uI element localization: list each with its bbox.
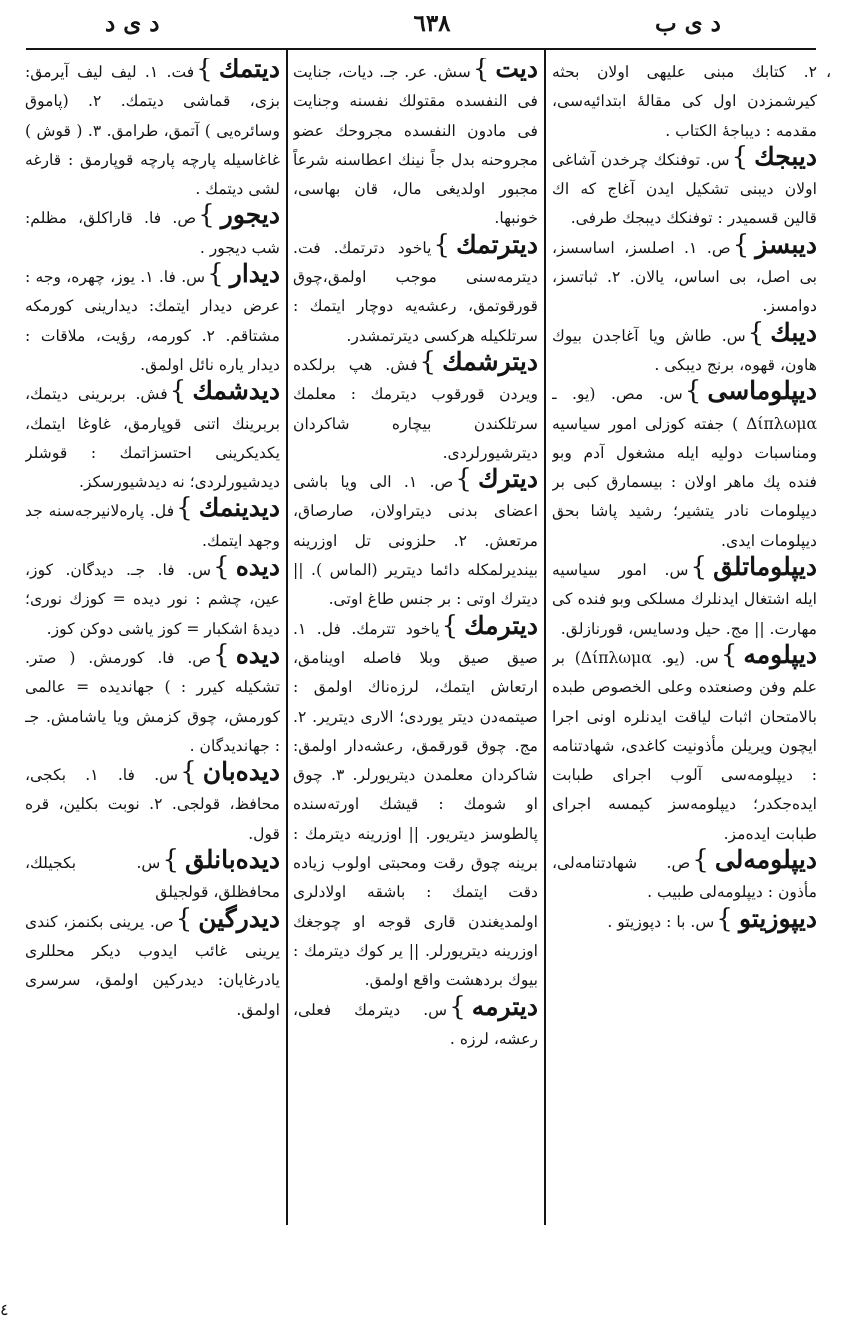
entry-headword: دیده‌بان	[202, 757, 280, 787]
entry-definition: س. فا. جـ. دیدگان. کوز، عین، چشم : نور دیده = کوزك نوری؛ دیدهٔ اشکبار = کوز یاشی دوکن کوز.	[25, 561, 280, 638]
entry-definition: یاخود دترتمك. فت. دیترمه‌سنی موجب اولمق،چوق قورقوتمق، رعشه‌یه دوچار ایتمك : سرتلکیله هرکسی دیترتمشدر.	[293, 238, 538, 345]
entry-headword: دیتمك	[218, 58, 280, 83]
dictionary-entry	[552, 229, 817, 322]
dictionary-entry	[552, 317, 817, 381]
entry-definition: س. فا. ۱. یوز، چهره، وجه : عرض دیدار ایتمك: دیدارینی کورمکه مشتاقم. ۲. کورمه، رؤیت، ملاقات : دیدار یاره نائل اولمق.	[25, 268, 280, 374]
entry-definition: سش. عر. جـ. دیات، جنایت فی النفسده مقتولك نفسنه وجنایت فی مادون النفسده مجروحك عضو مجروحنه بدل جاً نینك اعطاسنه شرعاً مجبور اولدیغی مال، قان بهاسی، خونبها.	[293, 63, 538, 228]
entry-headword: دیترشمك	[442, 346, 538, 376]
margin-mark-bottom: ٤	[0, 1300, 9, 1319]
entry-definition: س. مص. (یو. ـ Δίπλωμα ) جفته کوزلی امور سیاسیه ومناسبات دولیه ایله مشغول آدم وبو فنده پك ماهر اولان : بیسمارق کبی بر دیپلومات نادر یتشیر؛ رشید پاشا بحق دیپلومات ایدی.	[552, 385, 817, 550]
dictionary-entry	[25, 639, 280, 761]
dictionary-entry	[552, 141, 817, 234]
column-divider-right	[544, 50, 546, 1225]
entry-headword: دیترتمك	[456, 229, 538, 259]
brace-mark: }	[180, 757, 197, 788]
brace-mark: }	[169, 376, 187, 407]
entry-definition: فت. ۱. لیف لیف آیرمق: بزی، قماشی دیتمك. ۲. (پاموق وسائره‌یی ) آتمق، طرامق. ۳. ( قوش ) غاغاسیله پارچه پارچه قوپارمق : قارغه لشی دیتمك .	[25, 63, 280, 199]
brace-mark: }	[731, 141, 749, 172]
dictionary-entry	[552, 845, 817, 908]
running-head-left: د ی د	[105, 10, 160, 37]
entry-headword: دیدینمك	[198, 493, 280, 523]
column-right	[552, 58, 817, 1233]
brace-mark: }	[433, 229, 451, 260]
entry-headword: دیپلوماتلق	[713, 552, 817, 582]
entry-definition: ۲. کتابك مبنی علیهی اولان بحثه کیرشمزدن اول کی مقالهٔ ابتدائیه‌سی، مقدمه : دیباجهٔ الکتاب .	[552, 63, 817, 140]
column-left	[25, 58, 280, 1233]
brace-mark: }	[684, 376, 702, 407]
brace-mark: }	[176, 493, 193, 524]
dictionary-entry	[25, 200, 280, 263]
column-middle	[293, 58, 538, 1233]
entry-definition: س. فا. ۱. بکجی، محافظ، قولجی. ۲. نوبت بکلین، قره قول.	[25, 766, 280, 843]
brace-mark: }	[196, 58, 213, 84]
entry-headword: دیجور	[220, 200, 280, 230]
entry-definition: فل. پاره‌لانیرجه‌سنه جد وجهد ایتمك.	[25, 502, 280, 550]
entry-headword: دیپلومه	[743, 639, 817, 669]
entry-headword: دیده‌بانلق	[185, 845, 280, 875]
column-divider-left	[286, 50, 288, 1225]
dictionary-entry	[293, 346, 538, 468]
entry-definition: س. با : دپوزیتو .	[607, 912, 715, 931]
dictionary-entry	[25, 757, 280, 849]
brace-mark: }	[692, 845, 709, 876]
entry-definition: ص. یرینی بکنمز، کندی یرینی غائب ایدوب دیکر محللری یادرغایان: دیدرکین اولمق، سرسری اولمق.	[25, 912, 280, 1019]
entry-definition: س. بکجیلك، محافظلق، قولجیلق	[25, 854, 280, 902]
brace-mark: }	[472, 58, 490, 84]
brace-mark: }	[441, 610, 459, 641]
entry-headword: دیدشمك	[192, 376, 280, 406]
header-rule	[26, 48, 816, 50]
entry-headword: دیبجك	[754, 141, 817, 171]
entry-definition: س. (یو. Δίπλωμα) بر علم وفن وصنعتده وعلی الخصوص طبده بالامتحان اثبات لیاقت ایدنلره اونی اجرا ایچون ویریلن مأذونیت کاغدی، شهادتنامه : دیپلومه‌سی آلوب اجرای طبابت ایده‌جکدر؛ دیپلومه‌سز کیمسه اجرای طبابت ایده‌مز.	[552, 648, 817, 843]
entry-headword: دیده	[235, 639, 280, 669]
dictionary-entry	[25, 552, 280, 644]
entry-definition: ص. ۱. الی ویا باشی اعضای بدنی دیتراولان، صارصاق، مرتعش. ۲. حلزونی تل اوزرینه بیندیرلمکله دائما دیتریر (الماس ). || دیترك اوتی : بر جنس طاغ اوتی.	[293, 473, 538, 609]
entry-headword: دیبك	[770, 317, 817, 347]
dictionary-entry	[293, 610, 538, 996]
dictionary-entry	[552, 552, 817, 644]
dictionary-entry	[25, 58, 280, 204]
brace-mark: }	[747, 317, 765, 348]
dictionary-entry	[293, 58, 538, 234]
dictionary-entry	[552, 376, 817, 556]
entry-headword: دیپوزیتو	[738, 903, 817, 933]
entry-headword: دیده	[235, 552, 280, 582]
brace-mark: }	[175, 903, 193, 934]
dictionary-entry	[293, 229, 538, 351]
dictionary-entry	[25, 376, 280, 497]
brace-mark: }	[716, 903, 733, 934]
dictionary-entry	[552, 58, 817, 146]
entry-definition: ص. ۱. اصلسز، اساسسز، بی اصل، بی اساس، یالان. ۲. ثباتسز، دوامسز.	[552, 238, 817, 316]
brace-mark: }	[213, 552, 230, 583]
entry-definition: ص. شهادتنامه‌لی، مأذون : دیپلومه‌لی طبیب .	[552, 854, 817, 902]
entry-headword: دیترمه	[471, 991, 538, 1021]
entry-definition: ص. فا. قاراکلق، مظلم: شب دیجور .	[25, 209, 280, 257]
margin-mark-top: ،	[826, 62, 832, 81]
entry-definition: فش. هپ برلکده ویردن قورقوب دیترمك : معلمك سرتلکندن بیچاره شاکردان دیترشیورلردی.	[293, 355, 538, 462]
entry-headword: دیپلومه‌لی	[714, 845, 817, 875]
entry-definition: فش. بربرینی دیتمك، بربرینك اتنی قوپارمق، غاوغا ایتمك، یکدیکرینی احتسزاتمك : قوشلر دیدشیورلردی؛ نه دیدشیورسکز.	[25, 385, 280, 492]
brace-mark: }	[198, 200, 215, 231]
dictionary-entry	[25, 845, 280, 908]
entry-headword: دیت	[495, 58, 538, 83]
entry-headword: دیبسز	[755, 229, 817, 259]
brace-mark: }	[419, 346, 437, 377]
entry-headword: دیدار	[229, 259, 280, 289]
brace-mark: }	[732, 229, 750, 260]
entry-definition: ص. فا. کورمش. ( صتر. تشکیله کیرر : ) جهاندیده = عالمی کورمش، چوق کزمش ویا یاشامش. جـ : جهاندیدگان .	[25, 648, 280, 755]
dictionary-entry	[25, 493, 280, 556]
brace-mark: }	[207, 259, 224, 290]
dictionary-entry	[25, 903, 280, 1025]
entry-headword: دیترمك	[464, 610, 538, 640]
brace-mark: }	[455, 464, 472, 495]
page-header	[0, 0, 849, 52]
running-head-right: د ی ب	[655, 10, 721, 37]
dictionary-entry	[293, 991, 538, 1055]
brace-mark: }	[720, 639, 738, 670]
dictionary-entry	[552, 903, 817, 937]
entry-headword: دیدرگین	[198, 903, 280, 933]
page-number: ٦٣٨	[413, 10, 451, 37]
entry-definition: س. امور سیاسیه ایله اشتغال ایدنلرك مسلکی وبو فنده کی مهارت. || مج. حیل ودسایس، قورنازلق.	[552, 561, 817, 638]
dictionary-entry	[552, 639, 817, 849]
entry-definition: س. توفنكك چرخدن آشاغی اولان دیبنی تشکیل ایدن آغاج که اك قالین قسمیدر : توفنكك دیبجك طرفی.	[552, 150, 817, 228]
entry-definition: س. طاش ویا آغاجدن بیوك هاون، قهوه، برنج دیبکی .	[552, 326, 817, 374]
entry-definition: یاخود تترمك. فل. ۱. صیق صیق وبلا فاصله اوینامق، ارتعاش ایتمك، لرزه‌ناك اولمق : صیتمه‌دن دیتر یوردی؛ الاری دیتریر. ۲. مج. چوق قورقمق، رعشه‌دار اولمق: شاکردان معلمدن دیتریورلر. ۳. چوق او شومك : قیشك اورته‌سنده پالطوسز دیتریور. || اوزرینه دیترمك : برینه چوق رقت ومحبتی اولوب زیاده دقت ایتمك : باشقه اولادلری اولمدیغندن قاری قوجه او چوجغك اوزرینه دیتریورلر. || یر کوك دیترمك : بیوك بردهشت واقع اولمق.	[293, 619, 538, 990]
dictionary-entry	[25, 259, 280, 380]
brace-mark: }	[690, 552, 708, 583]
entry-headword: دیپلوماسی	[707, 376, 817, 406]
brace-mark: }	[213, 639, 230, 670]
brace-mark: }	[162, 845, 180, 876]
entry-headword: دیترك	[477, 464, 538, 494]
brace-mark: }	[449, 991, 466, 1022]
dictionary-entry	[293, 464, 538, 614]
entry-definition: س. دیترمك فعلی، رعشه، لرزه .	[293, 1000, 538, 1048]
